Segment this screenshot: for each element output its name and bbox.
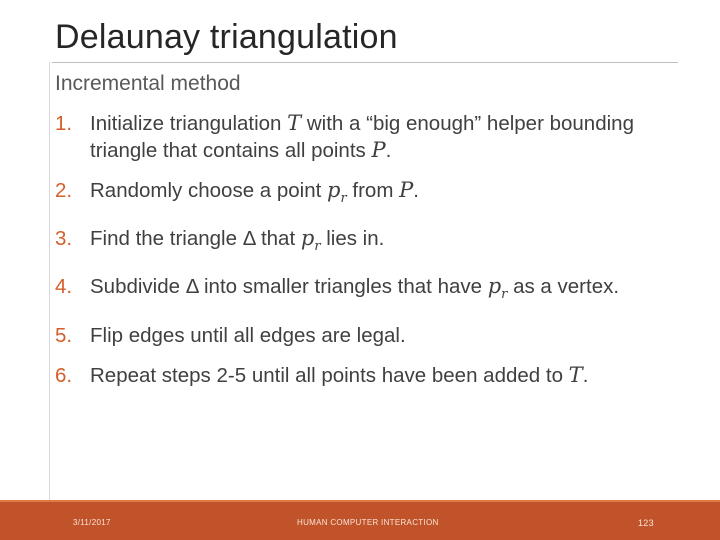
step-text: . (385, 139, 392, 162)
title-divider (52, 62, 678, 63)
footer-course-title: HUMAN COMPUTER INTERACTION (297, 518, 439, 527)
step-text: with a “big enough” helper bounding triangle that contains all points (90, 112, 634, 162)
step-number: 5. (55, 323, 73, 347)
step-text: Initialize triangulation (90, 112, 288, 135)
math-symbol: P (399, 178, 414, 202)
step-text: as a vertex. (507, 275, 620, 299)
math-symbol: $p_r$ (327, 178, 347, 207)
step-number: 3. (55, 227, 73, 251)
steps-list (55, 110, 685, 402)
step-text: lies in. (320, 227, 385, 251)
math-symbol: P (371, 138, 386, 162)
math-symbol: $p_r$ (487, 274, 508, 303)
math-symbol: T (287, 111, 302, 135)
section-subheading: Incremental method (55, 72, 241, 95)
step-text: Randomly choose a point (90, 179, 328, 202)
step-text: Subdivide Δ into smaller triangles that have (90, 275, 488, 299)
list-item (55, 225, 685, 260)
step-number: 6. (55, 363, 73, 387)
step-text: from (346, 179, 400, 202)
list-item (55, 322, 685, 349)
step-text: . (413, 179, 419, 202)
step-text: . (582, 363, 589, 387)
list-item (55, 110, 685, 164)
footer-date: 3/11/2017 (73, 518, 111, 527)
list-item (55, 273, 685, 308)
step-text: Flip edges until all edges are legal. (90, 323, 406, 347)
list-item (55, 362, 685, 389)
page-number: 123 (638, 518, 654, 528)
step-number: 4. (55, 275, 73, 299)
list-item (55, 177, 685, 212)
step-number: 1. (55, 112, 73, 135)
math-symbol: T (568, 362, 583, 387)
math-symbol: $p_r$ (300, 226, 321, 255)
step-text: Find the triangle Δ that (90, 227, 301, 251)
left-margin-line (49, 62, 50, 502)
step-number: 2. (55, 179, 73, 202)
slide-title: Delaunay triangulation (55, 18, 398, 56)
step-text: Repeat steps 2-5 until all points have been added to (90, 363, 569, 387)
